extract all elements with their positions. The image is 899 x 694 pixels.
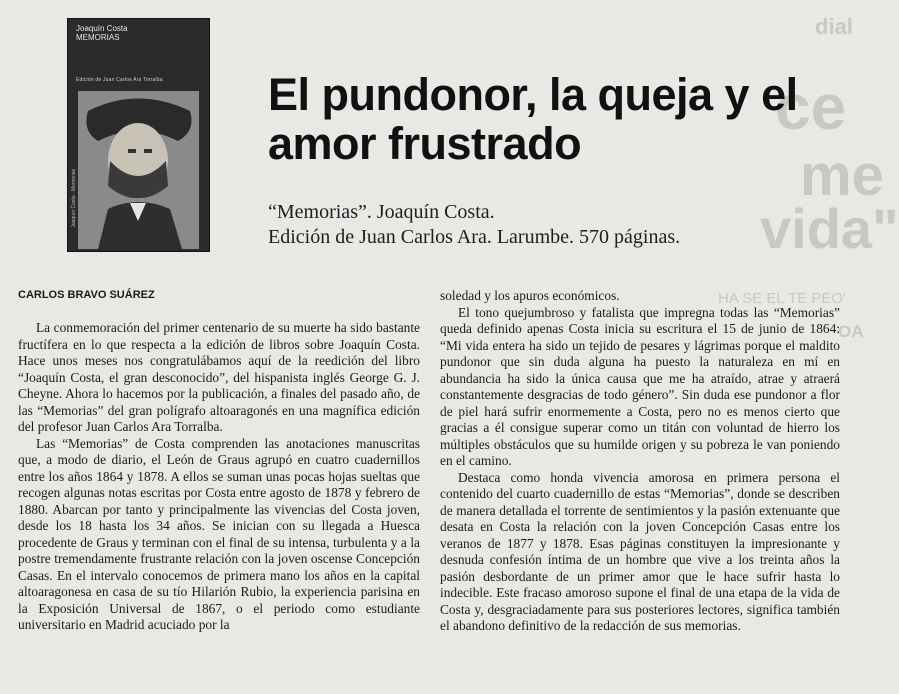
paragraph: El tono quejumbroso y fatalista que impregna todas las “Memorias” queda definido apenas Costa inicia su escritura el 15 de junio de 1864: “Mi vida entera ha sido un tejido de pesares y lágrimas porque el maldito pundonor que sin duda alguna ha puesto la naturaleza en mí en abundancia ha sido la única causa que me ha atraído, atrae y atraerá constantemente desgracias de todo género”. Sin duda ese pundonor a flor de piel hará sufrir enormemente a Costa, pero no es menos cierto que gracias a él consigue superar como un titán con voluntad de hierro los múltiples obstáculos que su humilde origen y su pobreza le van poniendo en el camino. <box>440 304 840 468</box>
bleed-small-1: HA SE EL TE PEO' <box>718 290 846 307</box>
article-column-1 <box>18 320 420 634</box>
book-cover <box>67 18 210 252</box>
bleed-large-3: vida" <box>760 197 899 260</box>
book-reference <box>268 200 848 250</box>
bleed-small-2: OA <box>838 322 864 341</box>
article-column-2 <box>440 288 840 635</box>
subtitle-line-2: Edición de Juan Carlos Ara. Larumbe. 570 páginas. <box>268 226 681 248</box>
paragraph-continuation: soledad y los apuros económicos. <box>440 288 620 303</box>
bleed-large-2: me <box>800 143 884 208</box>
author-portrait <box>78 91 199 249</box>
subtitle-line-1: “Memorias”. Joaquín Costa. <box>268 201 495 223</box>
bleed-large-1: ce <box>775 71 847 143</box>
book-spine-text: Joaquín Costa · Memorias <box>71 169 77 228</box>
headline: El pundonor, la queja y el amor frustrado <box>268 69 798 169</box>
book-edition: Edición de Juan Carlos Ara Torralba <box>76 77 163 83</box>
bleed-top: dial <box>815 14 853 39</box>
book-author: Joaquín Costa MEMORIAS <box>76 24 128 42</box>
byline: CARLOS BRAVO SUÁREZ <box>18 289 155 301</box>
paragraph: La conmemoración del primer centenario de su muerte ha sido bastante fructífera en lo que respecta a la edición de libros sobre Joaquín Costa. Hace unos meses nos congratulábamos aquí de la reedición del libro “Joaquín Costa, el gran desconocido”, del hispanista inglés George G. J. Cheyne. Ahora lo hacemos por la publicación, a finales del pasado año, de las “Memorias” del gran polígrafo altoaragonés en una magnífica edición del profesor Juan Carlos Ara Torralba. <box>18 320 420 434</box>
paragraph: Destaca como honda vivencia amorosa en primera persona el contenido del cuarto cuadernillo de estas “Memorias”, donde se describen de manera detallada el torrente de sentimientos y la pasión extenuante que desata en Costa la relación con la joven Concepción Casas entre los veranos de 1877 y 1878. Esas páginas constituyen la impresionante y desnuda confesión íntima de un hombre que vive a los treinta años la pasión desbordante de un primer amor que le hace sufrir hasta lo indecible. Este fracaso amoroso supone el final de una etapa de la vida de Costa y, desgraciadamente para sus posteriores lectores, significa también el abandono definitivo de la redacción de sus memorias. <box>440 469 840 633</box>
paragraph: Las “Memorias” de Costa comprenden las anotaciones manuscritas que, a modo de diario, el León de Graus agrupó en cuatro cuadernillos entre los años 1864 y 1878. A ellos se suman unas pocas hojas sueltas que recogen algunas notas escritas por Costa entre agosto de 1878 y febrero de 1880. Abarcan por tanto y principalmente las vivencias del Costa joven, desde los 18 hasta los 34 años. Se inician con su llegada a Huesca procedente de Graus y terminan con el final de su intensa, turbulenta y a la postre tremendamente frustrante relación con la joven oscense Concepción Casas. En el intervalo conocemos de primera mano los años en la capital altoaragonesa en casa de su tío Hilarión Rubio, la experiencia parisina en la Exposición Universal de 1867, o el periodo como estudiante universitario en Madrid acuciado por la <box>18 435 420 632</box>
